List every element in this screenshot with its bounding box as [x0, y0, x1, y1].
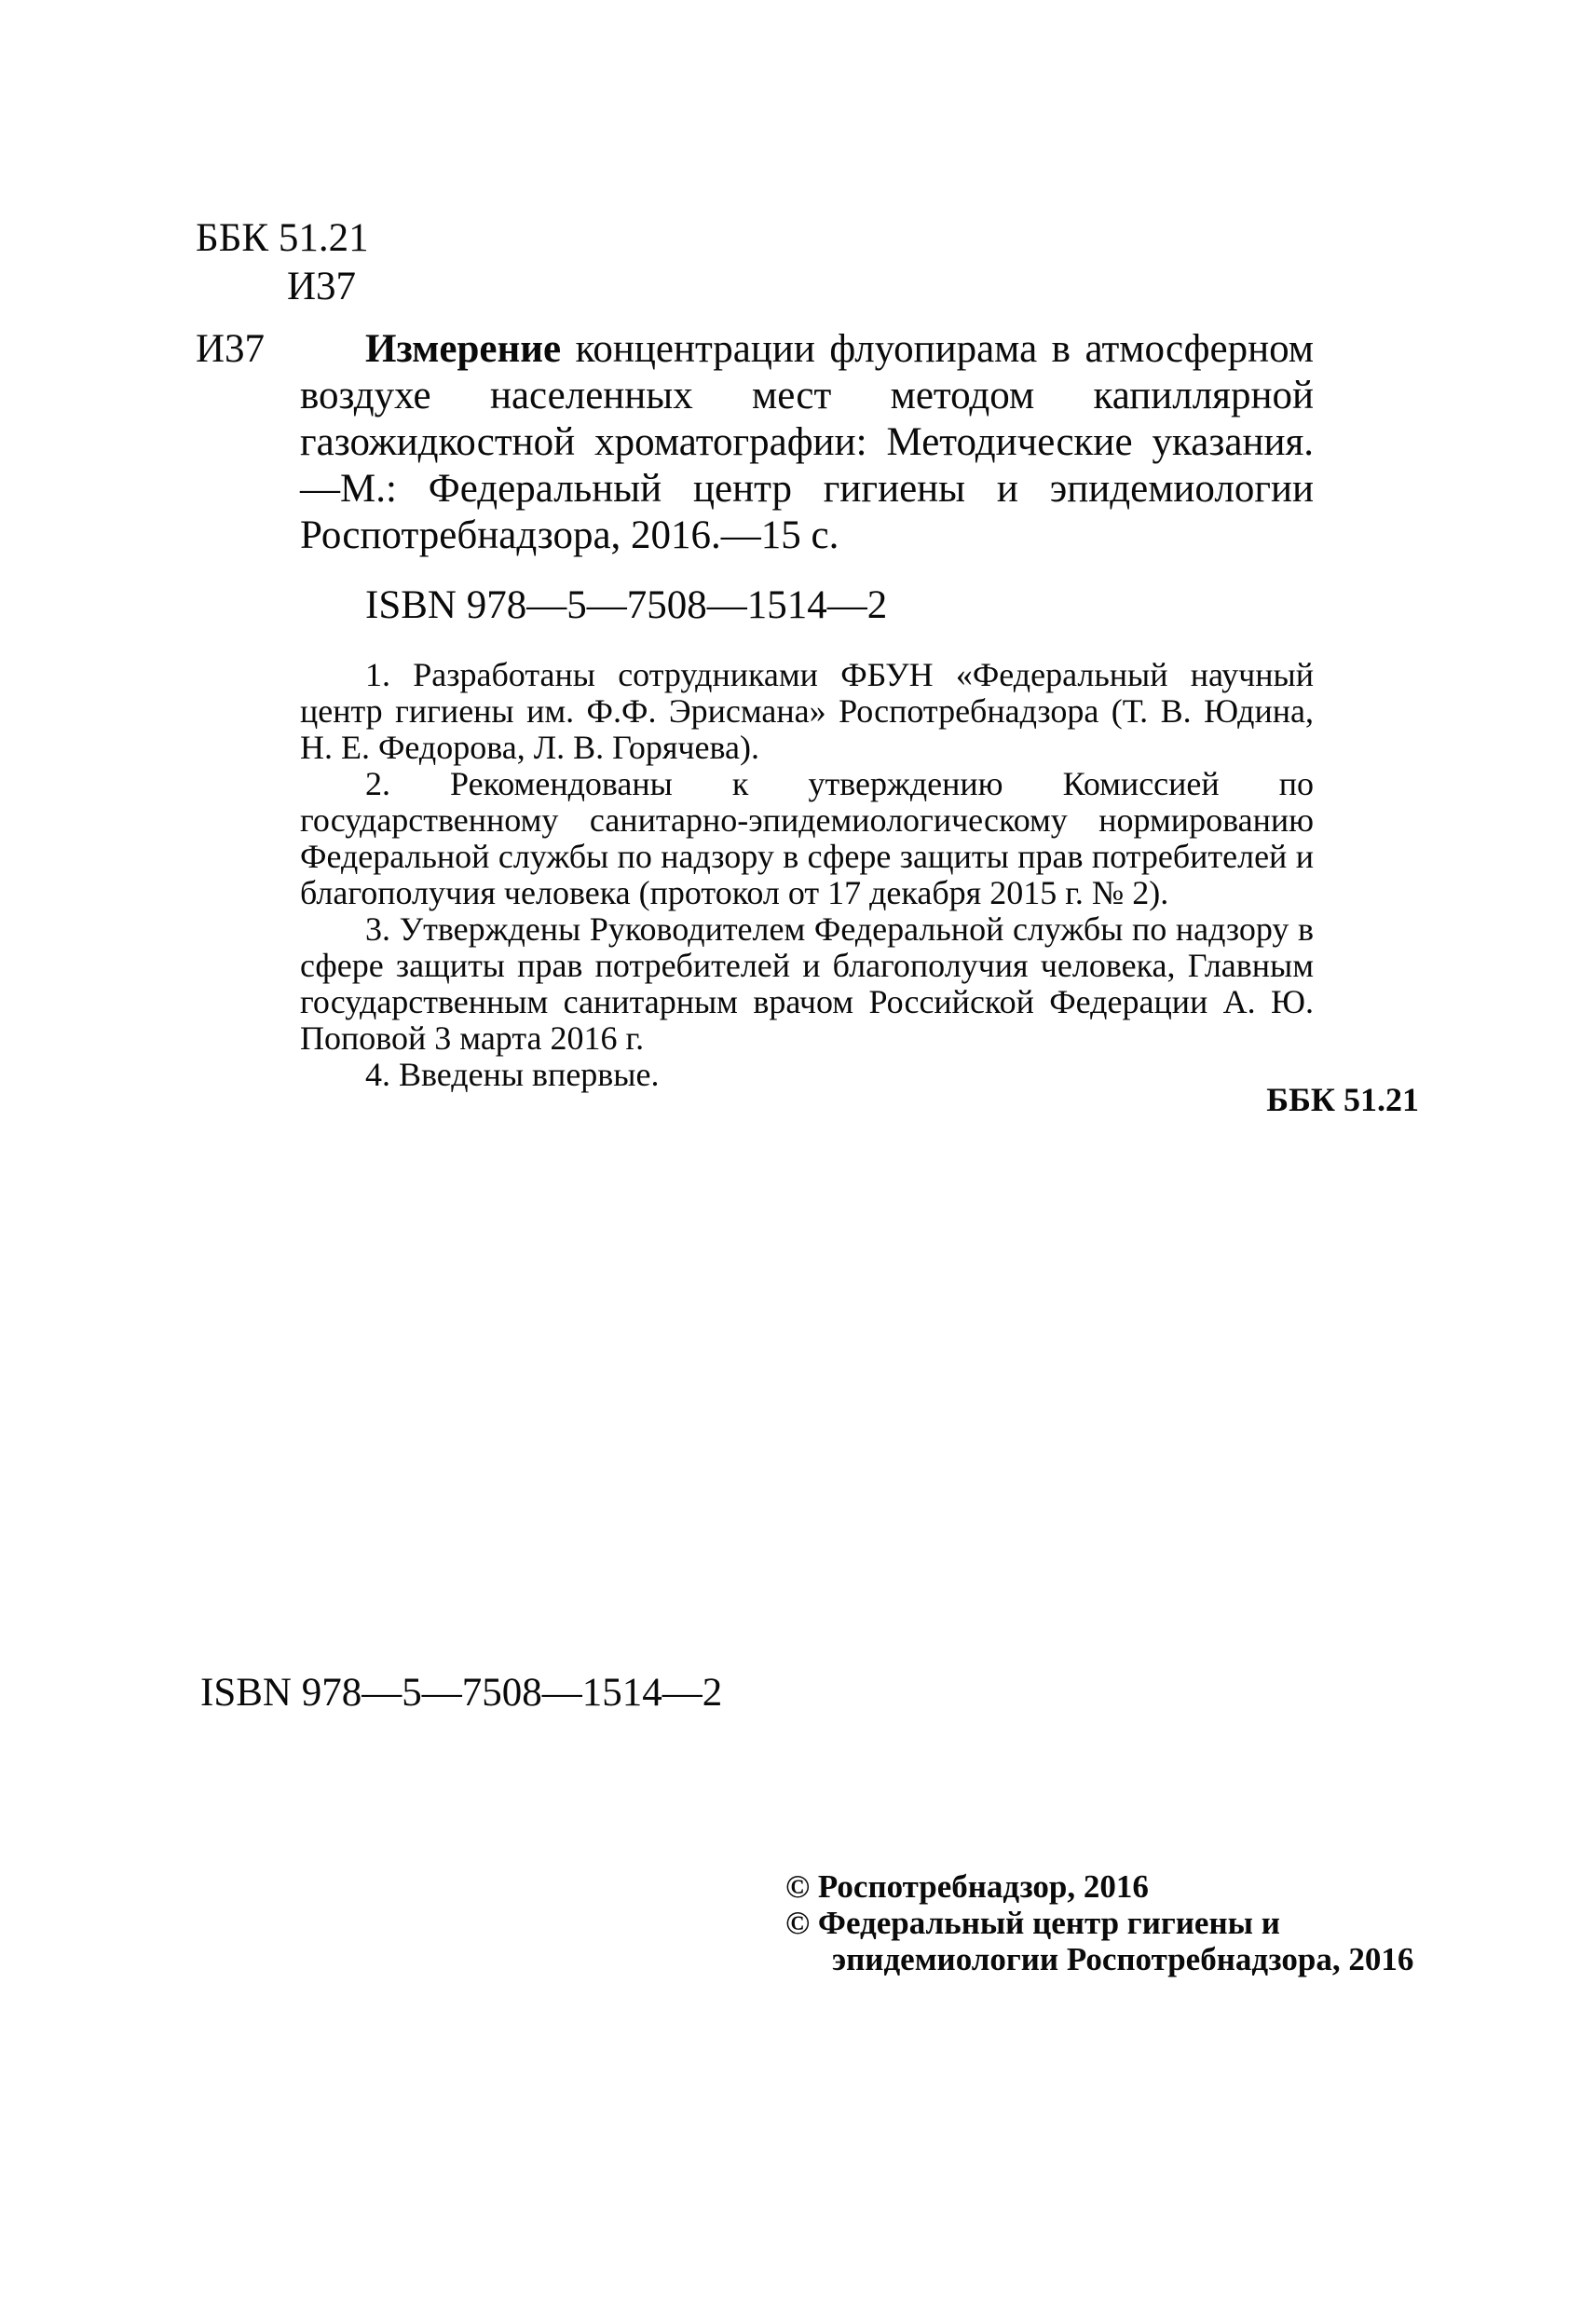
- publication-notes: [300, 657, 1314, 1093]
- bbk-code: ББК 51.21: [196, 216, 369, 260]
- bibliographic-annotation: [300, 326, 1314, 559]
- note-item: 4. Введены впервые.: [365, 1056, 660, 1093]
- annotation-title-word: Измерение: [365, 327, 562, 371]
- annotation-author-sign: И37: [196, 327, 266, 371]
- note-item: 1. Разработаны сотрудниками ФБУН «Федеральный научный центр гигиены им. Ф.Ф. Эрисмана» Роспотребнадзора (Т. В. Юдина, Н. Е. Федорова, Л. В. Горячева).: [300, 656, 1314, 766]
- bbk-classification: [196, 214, 369, 311]
- isbn-top: ISBN 978—5—7508—1514—2: [365, 583, 888, 627]
- author-index: И37: [287, 265, 357, 308]
- annotation-text: концентрации флуопирама в атмосферном воздухе населенных мест методом капиллярной газожидкостной хроматографии: Методические указания.—М.: Федеральный центр гигиены и эпидемиологии Роспотребнадзора, 2016.—15 с.: [300, 327, 1314, 557]
- note-item: 3. Утверждены Руководителем Федеральной службы по надзору в сфере защиты прав потребителей и благополучия человека, Главным государственным санитарным врачом Российской Федерации А. Ю. Поповой 3 марта 2016 г.: [300, 910, 1314, 1057]
- note-item: 2. Рекомендованы к утверждению Комиссией по государственному санитарно-эпидемиологическому нормированию Федеральной службы по надзору в сфере защиты прав потребителей и благополучия человека (протокол от 17 декабря 2015 г. № 2).: [300, 765, 1314, 911]
- copyright-line: эпидемиологии Роспотребнадзора, 2016: [832, 1941, 1414, 1977]
- isbn-bottom: ISBN 978—5—7508—1514—2: [200, 1671, 723, 1715]
- bbk-code-right: ББК 51.21: [1266, 1081, 1419, 1118]
- copyright-block: [785, 1868, 1413, 1977]
- copyright-line: © Федеральный центр гигиены и: [785, 1905, 1280, 1941]
- copyright-line: © Роспотребнадзор, 2016: [785, 1868, 1149, 1905]
